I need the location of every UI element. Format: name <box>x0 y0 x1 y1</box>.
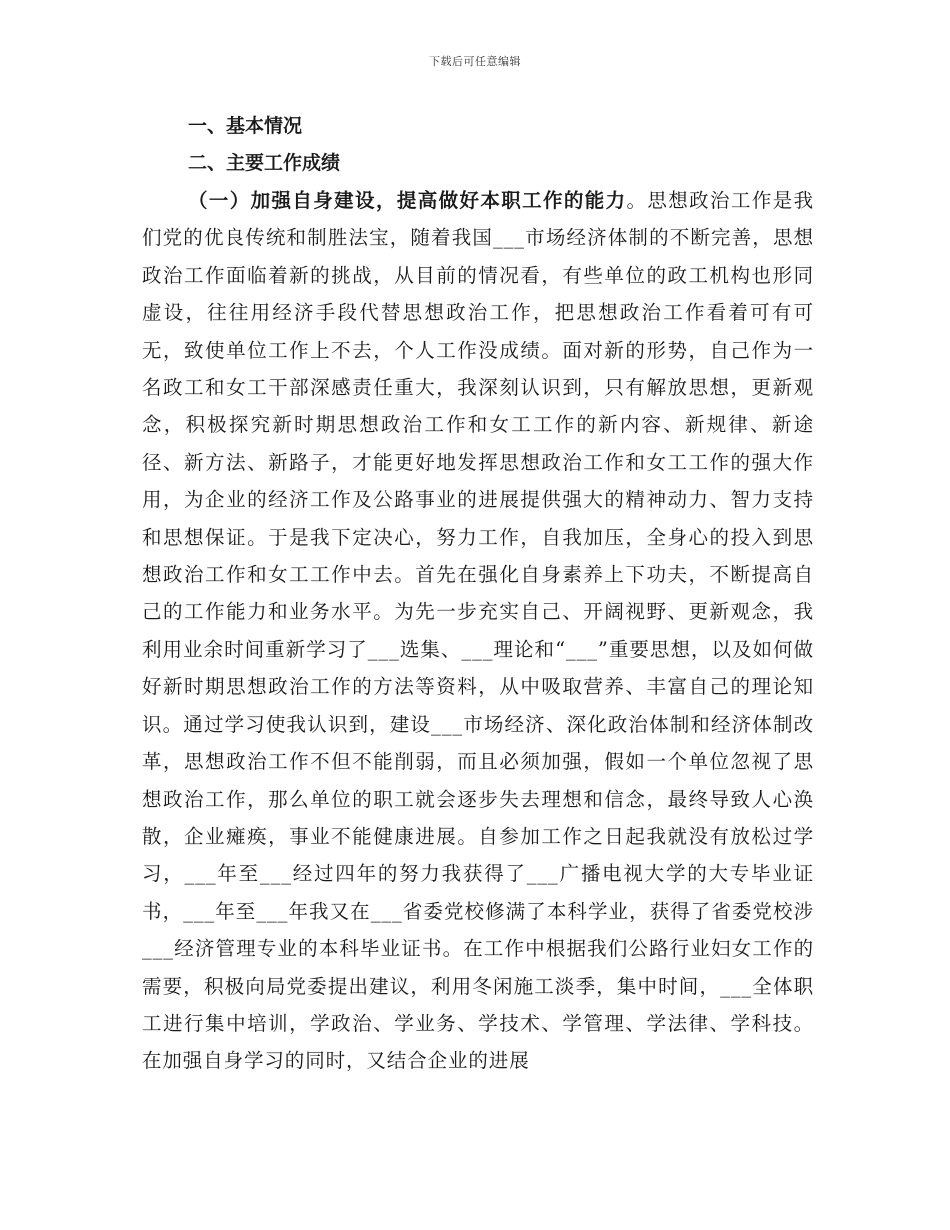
paragraph-lead-heading: （一）加强自身建设，提高做好本职工作的能力 <box>188 189 627 212</box>
document-body <box>142 108 814 1080</box>
section-heading-main-achievements: 二、主要工作成绩 <box>188 152 341 174</box>
paragraph-text: 。思想政治工作是我们党的优良传统和制胜法宝，随着我国___市场经济体制的不断完善，思想政治工作面临着新的挑战，从目前的情况看，有些单位的政工机构也形同虚设，往往用经济手段代替思想政治工作，把思想政治工作看着可有可无，致使单位工作上不去，个人工作没成绩。面对新的形势，自己作为一名政工和女工干部深感责任重大，我深刻认识到，只有解放思想，更新观念，积极探究新时期思想政治工作和女工工作的新内容、新规律、新途径、新方法、新路子，才能更好地发挥思想政治工作和女工工作的强大作用，为企业的经济工作及公路事业的进展提供强大的精神动力、智力支持和思想保证。于是我下定决心，努力工作，自我加压，全身心的投入到思想政治工作和女工工作中去。首先在强化自身素养上下功夫，不断提高自己的工作能力和业务水平。为先一步充实自己、开阔视野、更新观念，我利用业余时间重新学习了___选集、___理论和“___”重要思想，以及如何做好新时期思想政治工作的方法等资料，从中吸取营养、丰富自己的理论知识。通过学习使我认识到，建设___市场经济、深化政治体制和经济体制改革，思想政治工作不但不能削弱，而且必须加强，假如一个单位忽视了思想政治工作，那么单位的职工就会逐步失去理想和信念，最终导致人心涣散，企业瘫痪，事业不能健康进展。自参加工作之日起我就没有放松过学习，___年至___经过四年的努力我获得了___广播电视大学的大专毕业证书，___年至___年我又在___省委党校修满了本科学业，获得了省委党校涉___经济管理专业的本科毕业证书。在工作中根据我们公路行业妇女工作的需要，积极向局党委提出建议，利用冬闲施工淡季，集中时间，___全体职工进行集中培训，学政治、学业务、学技术、学管理、学法律、学科技。在加强自身学习的同时，又结合企业的进展 <box>142 189 814 1073</box>
section-heading-basic-situation: 一、基本情况 <box>188 115 303 137</box>
page-header: 下载后可任意编辑 <box>429 55 521 68</box>
body-paragraph <box>142 182 814 1080</box>
